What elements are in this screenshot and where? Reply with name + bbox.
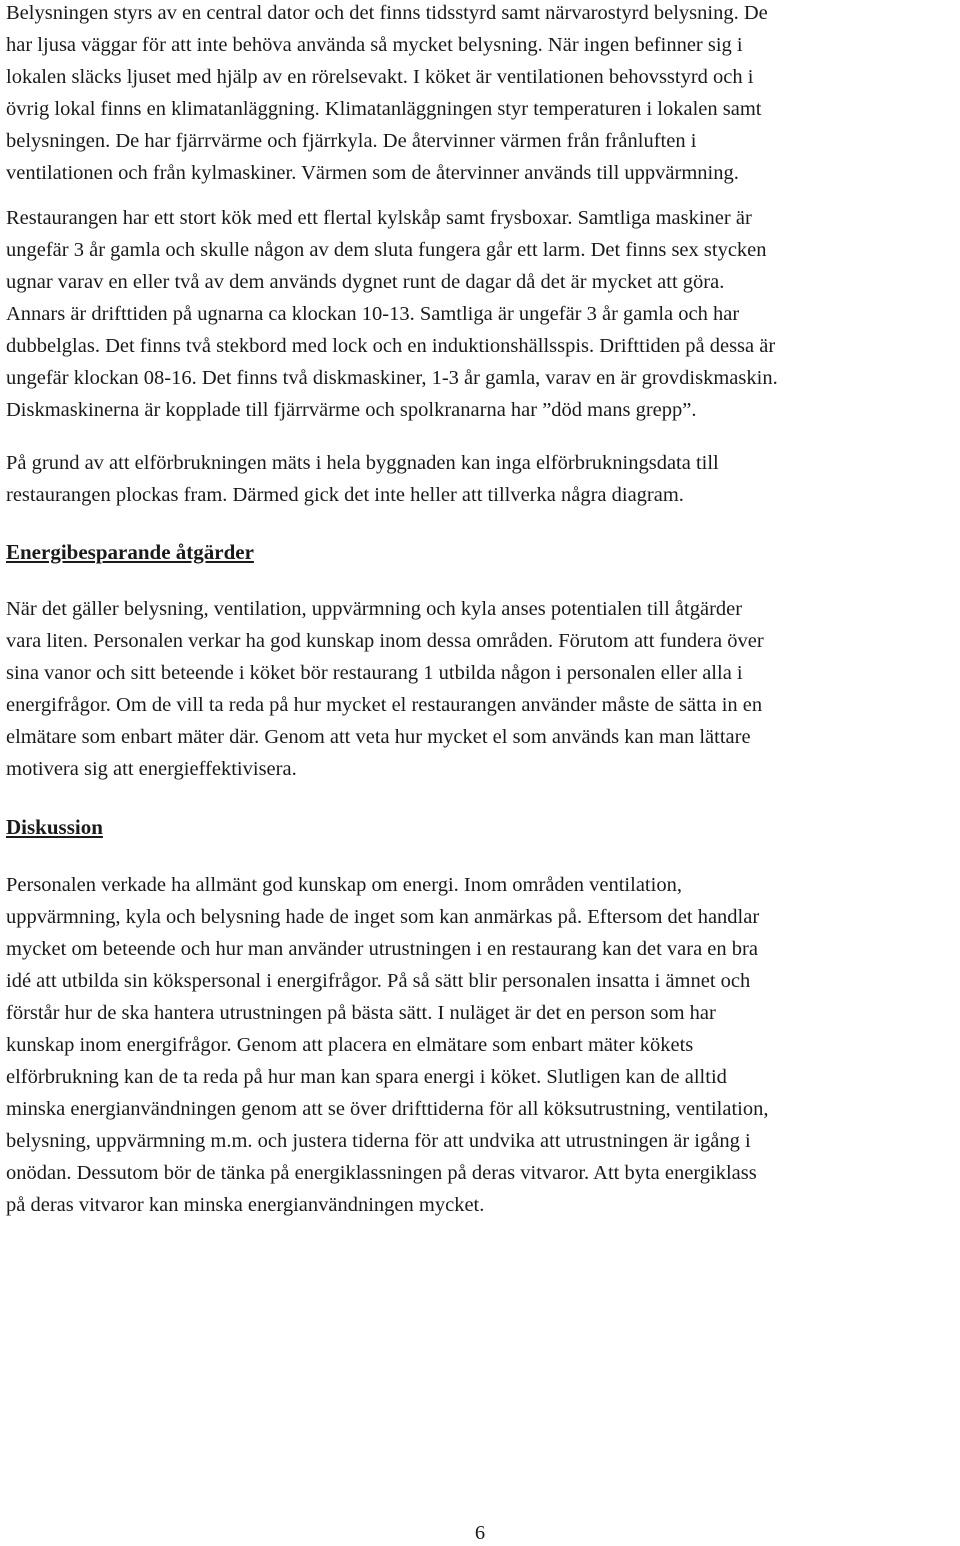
text-line: elförbrukning kan de ta reda på hur man kan spara energi i köket. Slutligen kan de alltid (6, 1066, 727, 1088)
paragraph-discussion (6, 869, 954, 1221)
text-line: ungefär 3 år gamla och skulle någon av dem sluta fungera går ett larm. Det finns sex stycken (6, 239, 767, 261)
text-line: förstår hur de ska hantera utrustningen på bästa sätt. I nuläget är det en person som har (6, 1002, 716, 1024)
text-line: dubbelglas. Det finns två stekbord med lock och en induktionshällsspis. Drifttiden på dessa är (6, 335, 776, 357)
text-line: ventilationen och från kylmaskiner. Värmen som de återvinner används till uppvärmning. (6, 162, 739, 184)
text-line: onödan. Dessutom bör de tänka på energiklassningen på deras vitvaror. Att byta energiklass (6, 1162, 757, 1184)
text-line: kunskap inom energifrågor. Genom att placera en elmätare som enbart mäter kökets (6, 1034, 694, 1056)
text-line: mycket om beteende och hur man använder utrustningen i en restaurang kan det vara en bra (6, 938, 758, 960)
paragraph-spacer (6, 568, 954, 593)
text-line: restaurangen plockas fram. Därmed gick det inte heller att tillverka några diagram. (6, 484, 684, 506)
text-line: har ljusa väggar för att inte behöva använda så mycket belysning. När ingen befinner sig i (6, 34, 743, 56)
paragraph-spacer (6, 785, 954, 811)
text-line: energifrågor. Om de vill ta reda på hur mycket el restaurangen använder måste de sätta in en (6, 694, 763, 716)
text-line: På grund av att elförbrukningen mäts i hela byggnaden kan inga elförbrukningsdata till (6, 452, 719, 474)
paragraph-electricity (6, 447, 954, 511)
text-line: lokalen släcks ljuset med hjälp av en rörelsevakt. I köket är ventilationen behovsstyrd och i (6, 66, 754, 88)
text-line: uppvärmning, kyla och belysning hade de inget som kan anmärkas på. Eftersom det handlar (6, 906, 760, 928)
text-line: på deras vitvaror kan minska energianvändningen mycket. (6, 1194, 485, 1216)
text-line: sina vanor och sitt beteende i köket bör restaurang 1 utbilda någon i personalen eller alla i (6, 662, 743, 684)
paragraph-measures (6, 593, 954, 785)
text-line: Belysningen styrs av en central dator och det finns tidsstyrd samt närvarostyrd belysning. De (6, 2, 768, 24)
text-line: övrig lokal finns en klimatanläggning. Klimatanläggningen styr temperaturen i lokalen samt (6, 98, 762, 120)
text-line: ugnar varav en eller två av dem används dygnet runt de dagar då det är mycket att göra. (6, 271, 725, 293)
section-heading-discussion: Diskussion (6, 815, 103, 839)
text-line: Diskmaskinerna är kopplade till fjärrvärme och spolkranarna har ”död mans grepp”. (6, 399, 697, 421)
text-line: elmätare som enbart mäter där. Genom att veta hur mycket el som används kan man lättare (6, 726, 751, 748)
page-number: 6 (474, 1522, 486, 1544)
paragraph-spacer (6, 426, 954, 447)
paragraph-spacer (6, 843, 954, 869)
paragraph-kitchen (6, 202, 954, 426)
text-line: vara liten. Personalen verkar ha god kunskap inom dessa områden. Förutom att fundera över (6, 630, 764, 652)
text-line: Personalen verkade ha allmänt god kunskap om energi. Inom områden ventilation, (6, 874, 682, 896)
section-heading-measures: Energibesparande åtgärder (6, 540, 254, 564)
text-line: motivera sig att energieffektivisera. (6, 758, 297, 780)
text-line: Restaurangen har ett stort kök med ett flertal kylskåp samt frysboxar. Samtliga maskiner är (6, 207, 752, 229)
text-line: ungefär klockan 08-16. Det finns två diskmaskiner, 1-3 år gamla, varav en är grovdiskmaskin. (6, 367, 778, 389)
paragraph-spacer (6, 189, 954, 202)
text-line: När det gäller belysning, ventilation, uppvärmning och kyla anses potentialen till åtgärder (6, 598, 743, 620)
text-line: Annars är drifttiden på ugnarna ca klockan 10-13. Samtliga är ungefär 3 år gamla och har (6, 303, 740, 325)
paragraph-lighting (6, 0, 954, 189)
paragraph-spacer (6, 511, 954, 536)
text-line: belysning, uppvärmning m.m. och justera tiderna för att undvika att utrustningen är igång i (6, 1130, 751, 1152)
document-page (6, 0, 954, 1221)
text-line: idé att utbilda sin kökspersonal i energifrågor. På så sätt blir personalen insatta i ämnet och (6, 970, 751, 992)
text-line: minska energianvändningen genom att se över drifttiderna för all köksutrustning, ventilation, (6, 1098, 769, 1120)
text-line: belysningen. De har fjärrvärme och fjärrkyla. De återvinner värmen från frånluften i (6, 130, 697, 152)
